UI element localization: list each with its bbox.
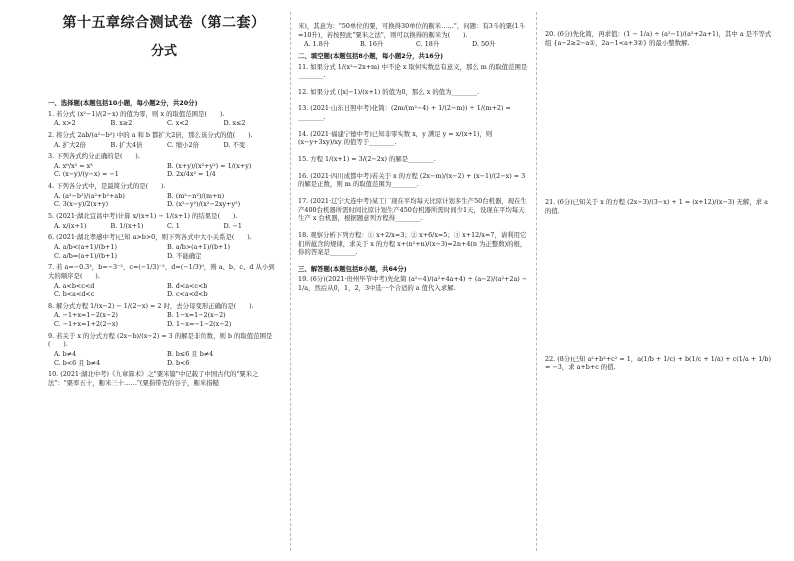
section-heading-choice: 一、选择题(本题包括10小题，每小题2分，共20分) — [48, 99, 198, 107]
section-heading-fill: 二、填空题(本题包括8小题，每小题2分，共16分) — [298, 51, 444, 60]
option: D. x≤2 — [223, 119, 246, 128]
question-6: 6. (2021·湖北孝感中考)已知 a>b>0，则下列各式中大小关系是( ). — [48, 233, 252, 242]
column-2 — [298, 22, 528, 294]
options-q8 — [54, 311, 280, 328]
question-19: 19. (6分)(2021·贵州毕节中考)先化简 (a²−4)/(a²+4a+4) ÷ (a−2)/(a²+2a) − 1/a，然后从0，1，2，3中选一个合适的 a 值代入求解. — [298, 275, 528, 293]
option: A. 1.8升 — [304, 40, 330, 49]
question-2: 2. 将分式 2ab/(a²−b²) 中的 a 和 b 都扩大2倍，那么该分式的值( ). — [48, 130, 253, 139]
question-5: 5. (2021·湖北宜昌中考)计算 x/(x+1) − 1/(x+1) 的结果是( ). — [48, 212, 238, 221]
option: D. b<6 — [167, 358, 190, 367]
option: B. 1/(x+1) — [110, 221, 144, 230]
option: D. c<a<d<b — [167, 290, 208, 299]
option: C. b<6 且 b≠4 — [54, 358, 101, 367]
question-16: 16. (2021·四川成都中考)若关于 x 的方程 (2x−m)/(x−2) + (x−1)/(2−x) = 3 的解是正数，则 m 的取值范围为________. — [298, 171, 526, 189]
question-11: 11. 如果分式 1/(x²−2x+m) 中不论 x 取何实数总有意义，那么 m 的取值范围是________. — [298, 62, 528, 80]
options-q1 — [54, 119, 280, 128]
option: B. 16升 — [360, 40, 384, 49]
option: B. 1−x=1−2(x−2) — [167, 311, 226, 320]
column-divider-right — [536, 12, 537, 551]
question-20: 20. (6分)先化简，再求值：(1 − 1/a) ÷ (a²−1)/(a²+2a+1)，其中 a 是不等式组 {a−2≥2−a①，2a−1<a+3②} 的最小整数解. — [545, 30, 772, 47]
question-8: 8. 解分式方程 1/(x−2) − 1/(2−x) = 2 时，去分母变形正确的是( ). — [48, 301, 254, 310]
options-q2 — [54, 141, 280, 150]
options-q5 — [54, 222, 280, 231]
section-heading-solve: 三、解答题(本题包括8小题，共64分) — [298, 264, 407, 273]
option: A. x⁶/x² = x³ — [54, 161, 93, 170]
question-10: 10. (2021·湖北中考)《九章算术》之"粟米篇"中记载了中国古代的"粟米之法"："粟率五十，粝米三十……"(粟指带壳的谷子，粝米指糙 — [48, 370, 259, 387]
option: A. a/b<(a+1)/(b+1) — [54, 242, 117, 251]
option: B. x≥2 — [110, 119, 133, 128]
option: D. 不能确定 — [167, 251, 202, 260]
option: C. (x−y)/(y−x) = −1 — [54, 170, 119, 179]
option: A. −1+x=1−2(x−2) — [54, 311, 118, 320]
answer-space-21 — [545, 217, 773, 355]
option: A. x/(x+1) — [54, 221, 87, 230]
option: C. b<a<d<c — [54, 290, 95, 299]
options-q3 — [54, 162, 280, 179]
question-15: 15. 方程 1/(x+1) = 3/(2−2x) 的解是________. — [298, 155, 436, 164]
question-17: 17. (2021·辽宁大连中考)某工厂现在平均每天比原计划多生产50台机器，现在生产400台机器所需时间比原计划生产450台机器所需时间少1天，设现在平均每天生产 x 台机器，根据题意列方程得________. — [298, 196, 527, 223]
option: C. 3(x−y)/2(x+y) — [54, 200, 109, 209]
option: A. (a²−b²)/(a²+b²+ab) — [54, 191, 125, 200]
column-3 — [545, 30, 773, 373]
options-q9 — [54, 350, 280, 367]
option: A. a<b<c<d — [54, 281, 95, 290]
question-22: 22. (8分)已知 a²+b²+c² = 1，a(1/b + 1/c) + b(1/c + 1/a) + c(1/a + 1/b) = −3，求 a+b+c 的值. — [545, 354, 771, 372]
question-10-continued: 米)，其意为："50单位的粟，可换得30单位的粝米……"，问题：有3斗的粟(1斗=10升)，若按照此"粟米之法"，则可以换得的粝米为( ). — [298, 22, 525, 39]
option: C. a/b=(a+1)/(b+1) — [54, 251, 118, 260]
option: B. d<a<c<b — [167, 281, 208, 290]
option: D. (x²−y²)/(x²−2xy+y²) — [167, 200, 241, 209]
question-12: 12. 如果分式 (|x|−1)/(x+1) 的值为0，那么 x 的值为________. — [298, 87, 480, 96]
option: B. a/b>(a+1)/(b+1) — [167, 242, 231, 251]
question-14: 14. (2021·福建宁德中考)已知非零实数 x，y 满足 y = x/(x+1)，则 (x−y+3xy)/xy 的值等于________. — [298, 129, 493, 147]
option: A. 扩大2倍 — [54, 140, 86, 149]
option: B. b≤6 且 b≠4 — [167, 350, 214, 359]
options-q10 — [304, 40, 528, 49]
option: D. 50升 — [472, 40, 496, 49]
answer-space-20 — [545, 48, 773, 198]
options-q6 — [54, 243, 280, 260]
question-3: 3. 下列各式约分正确的是( ). — [48, 152, 140, 161]
question-7: 7. 若 a=−0.3²，b=−3⁻²，c=(−1/3)⁻²，d=(−1/3)⁰，则 a、b、c、d 从小到大的顺序是( ). — [48, 263, 275, 280]
question-4: 4. 下列各分式中，是最简分式的是( ). — [48, 182, 166, 191]
option: D. 1−x=−1−2(x−2) — [167, 320, 232, 329]
option: C. 缩小2倍 — [167, 140, 199, 149]
option: D. 不变 — [223, 140, 246, 149]
option: B. 扩大4倍 — [110, 140, 143, 149]
options-q7 — [54, 282, 280, 299]
option: B. (m²−n²)/(m+n) — [167, 191, 225, 200]
question-21: 21. (6分)已知关于 x 的方程 (2x−3)/(3−x) + 1 = (x+12)/(x−3) 无解，求 a 的值. — [545, 198, 768, 215]
question-13: 13. (2021·山东日照中考)化简：(2m/(m²−4) + 1/(2−m)) ÷ 1/(m+2) = ________. — [298, 104, 511, 122]
page-title: 第十五章综合测试卷（第二套） — [62, 15, 266, 31]
option: A. b≠4 — [54, 350, 77, 359]
page-subtitle: 分式 — [150, 44, 177, 59]
option: D. 2x/4x² = 1/4 — [167, 170, 216, 179]
question-9: 9. 若关于 x 的分式方程 (2x−b)/(x−2) = 3 的解是非负数，则 b 的取值范围是( ). — [48, 331, 273, 349]
question-18: 18. 观察分析下列方程：① x+2/x=3；② x+6/x=5；③ x+12/x=7，请利用它们所蕴含的规律，求关于 x 的方程 x+(n²+n)/(x−3)=2n+4(n 为正整数)的根，你的答案是________. — [298, 230, 527, 257]
option: C. −1+x=1+2(2−x) — [54, 320, 118, 329]
option: C. 1 — [167, 221, 180, 230]
column-divider-left — [290, 12, 291, 551]
options-q4 — [54, 192, 280, 209]
question-1: 1. 若分式 (x²−1)/(2−x) 的值为零，则 x 的取值范围是( ). — [48, 109, 225, 118]
option: C. x<2 — [167, 119, 189, 128]
option: A. x>2 — [54, 119, 76, 128]
option: D. −1 — [223, 221, 242, 230]
option: B. (x+y)/(x²+y²) = 1/(x+y) — [167, 161, 252, 170]
option: C. 18升 — [416, 40, 440, 49]
